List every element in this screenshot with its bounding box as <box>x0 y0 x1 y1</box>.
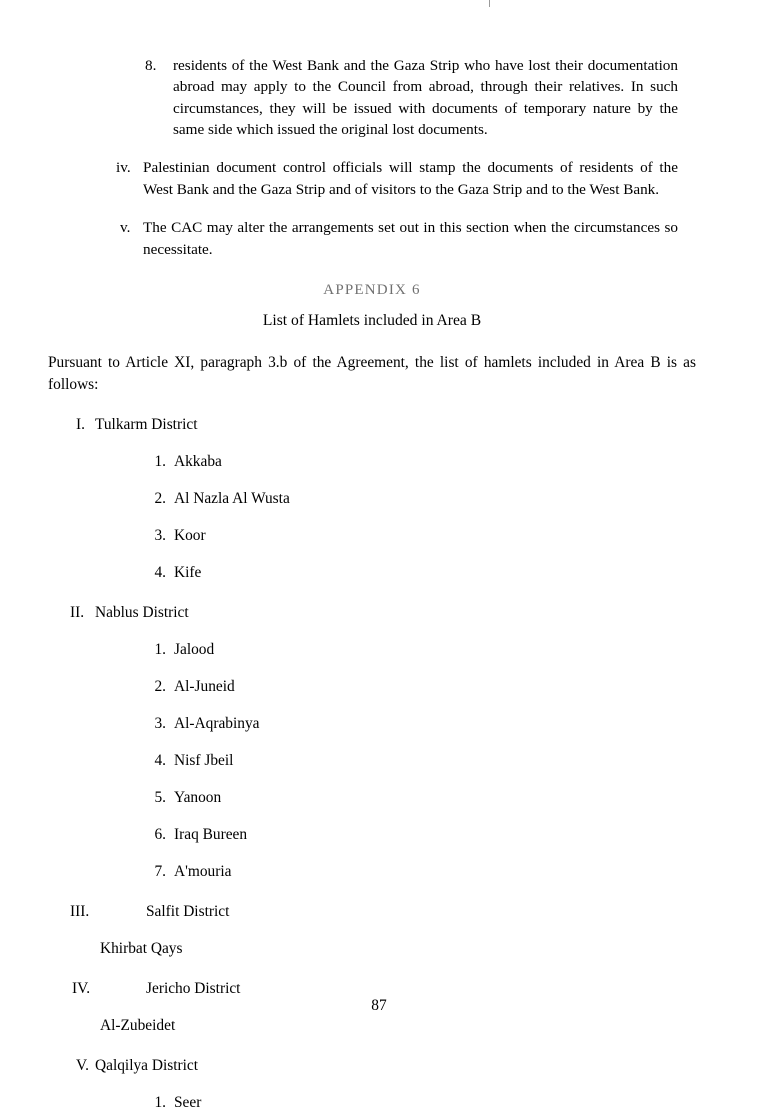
district-name: Nablus District <box>95 604 189 622</box>
hamlet-number: 4. <box>154 752 166 770</box>
hamlet-number: 3. <box>154 527 166 545</box>
paragraph-8-marker: 8. <box>145 57 157 74</box>
hamlet-name: Jalood <box>174 641 215 659</box>
hamlet-item <box>146 639 696 660</box>
hamlet-number: 3. <box>154 715 166 733</box>
paragraph-item-8 <box>145 55 678 140</box>
paragraph-8-text: residents of the West Bank and the Gaza Strip who have lost their documentation abroad may apply to the Council from abroad, through their relatives. In such circumstances, they will be issued with documents of temporary nature by the same side which issued the original lost documents. <box>173 57 678 138</box>
district-numeral: II. <box>70 604 85 622</box>
hamlet-number: 1. <box>154 453 166 471</box>
hamlet-item <box>146 525 696 546</box>
hamlet-number: 1. <box>154 1094 166 1112</box>
district-name: Jericho District <box>146 980 241 998</box>
hamlet-item: Khirbat Qays <box>100 940 183 958</box>
hamlet-item <box>146 676 696 697</box>
district-heading <box>48 414 696 435</box>
district-heading <box>48 1055 696 1076</box>
hamlet-item <box>146 824 696 845</box>
district-numeral: IV. <box>72 980 91 998</box>
hamlet-item <box>146 713 696 734</box>
district-heading <box>48 901 696 922</box>
page-crop-mark <box>489 0 490 7</box>
hamlet-name: Nisf Jbeil <box>174 752 234 770</box>
paragraph-item-v <box>120 217 678 260</box>
hamlet-name: Al-Aqrabinya <box>174 715 260 733</box>
hamlet-name: A'mouria <box>174 863 232 881</box>
hamlet-item <box>146 451 696 472</box>
hamlet-name: Yanoon <box>174 789 222 807</box>
hamlet-item <box>146 750 696 771</box>
hamlet-item <box>146 787 696 808</box>
paragraph-v-marker: v. <box>120 219 131 237</box>
district-numeral: I. <box>76 416 85 434</box>
hamlet-item <box>146 488 696 509</box>
hamlet-number: 5. <box>154 789 166 807</box>
paragraph-v-text: The CAC may alter the arrangements set out in this section when the circumstances so necessitate. <box>143 219 678 258</box>
hamlet-item <box>146 861 696 882</box>
appendix-heading: APPENDIX 6 <box>323 282 421 299</box>
hamlet-number: 4. <box>154 564 166 582</box>
list-title: List of Hamlets included in Area B <box>262 312 482 330</box>
hamlet-name: Koor <box>174 527 206 545</box>
hamlet-number: 2. <box>154 678 166 696</box>
hamlet-name: Iraq Bureen <box>174 826 248 844</box>
hamlet-item <box>146 562 696 583</box>
district-name: Salfit District <box>146 903 230 921</box>
hamlet-number: 2. <box>154 490 166 508</box>
hamlet-name: Seer <box>174 1094 202 1112</box>
hamlet-number: 6. <box>154 826 166 844</box>
hamlet-name: Al Nazla Al Wusta <box>174 490 290 508</box>
district-name: Qalqilya District <box>95 1057 199 1075</box>
paragraph-iv-marker: iv. <box>116 159 131 177</box>
hamlet-name: Kife <box>174 564 202 582</box>
page-number: 87 <box>371 997 387 1014</box>
hamlet-number: 1. <box>154 641 166 659</box>
hamlet-item: Al-Zubeidet <box>100 1017 176 1035</box>
district-name: Tulkarm District <box>95 416 198 434</box>
pursuant-paragraph: Pursuant to Article XI, paragraph 3.b of the Agreement, the list of hamlets included in Area B is as follows: <box>48 354 696 393</box>
paragraph-item-iv <box>116 157 678 200</box>
district-numeral: V. <box>76 1057 89 1075</box>
hamlet-number: 7. <box>154 863 166 881</box>
district-numeral: III. <box>70 903 90 921</box>
hamlet-name: Akkaba <box>174 453 222 471</box>
page-content <box>48 55 696 1113</box>
hamlet-item <box>146 1092 696 1113</box>
district-heading <box>48 602 696 623</box>
paragraph-iv-text: Palestinian document control officials will stamp the documents of residents of the West Bank and the Gaza Strip and of visitors to the Gaza Strip and to the West Bank. <box>143 159 678 198</box>
hamlet-name: Al-Juneid <box>174 678 235 696</box>
